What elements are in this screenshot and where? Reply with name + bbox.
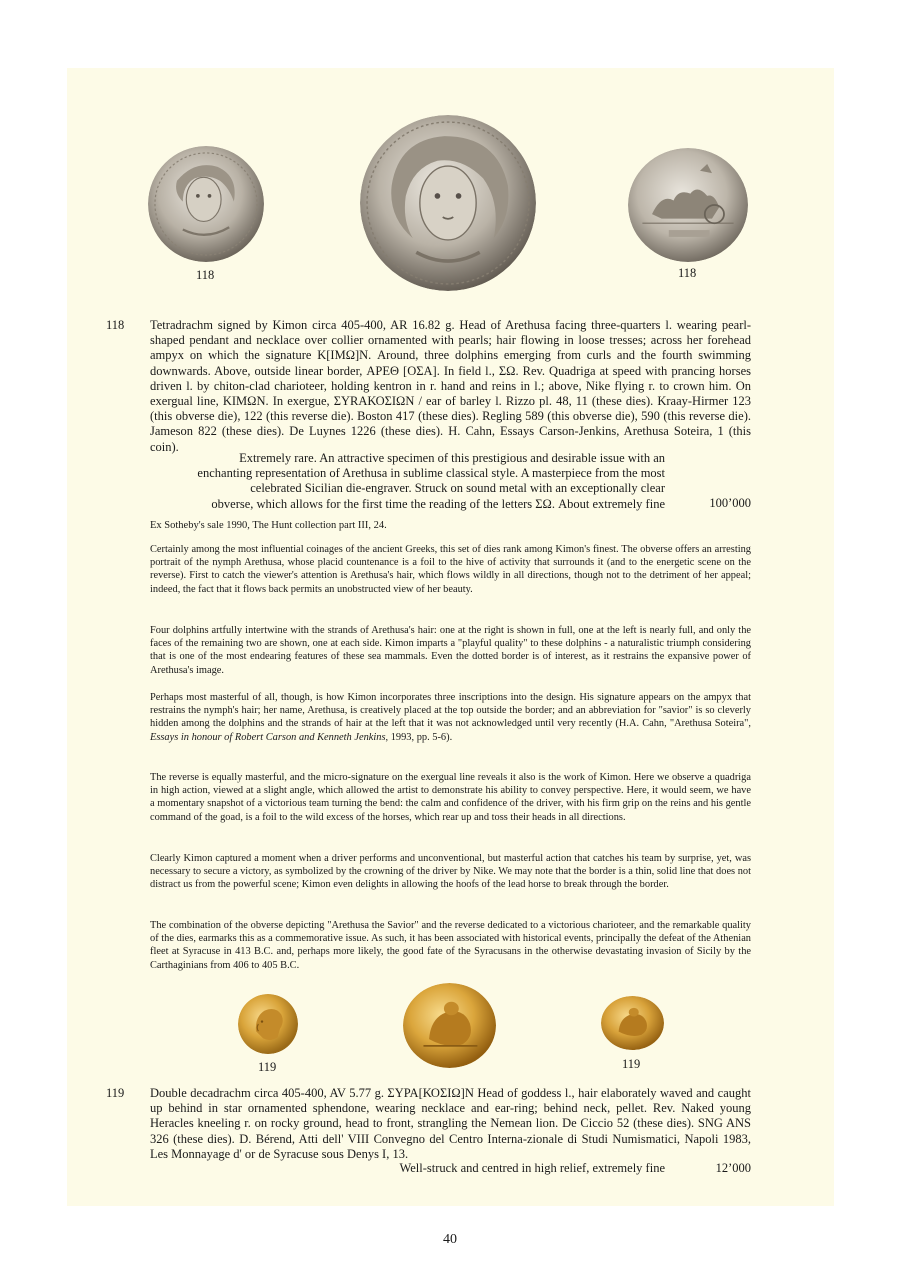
lot-price: 12’000 <box>715 1161 751 1175</box>
lot-number: 118 <box>106 318 125 332</box>
lot-description: Double decadrachm circa 405-400, AV 5.77 g. ΣΥΡΑ[ΚΟΣΙΩ]Ν Head of goddess l., hair elaborately waved and caught up behind in star ornamented sphendone, wearing necklace and ear-ring; behind neck, pellet. Rev. Naked young Heracles kneeling r. on rocky ground, head to front, strangling the Nemean lion. De Ciccio 52 (these dies). SNG ANS 326 (these dies). D. Bérend, Atti dell' VIII Convegno del Centro Interna-zionale di Studi Numismatici, Napoli 1983, Les Monnayage d' or de Syracuse sous Denys I, 13. <box>150 1086 751 1161</box>
assessment-line: obverse, which allows for the first time the reading of the letters ΣΩ. About extremely fine <box>211 496 665 511</box>
assessment-line: enchanting representation of Arethusa in sublime classical style. A masterpiece from the most <box>197 466 665 481</box>
commentary-paragraph: Certainly among the most influential coinages of the ancient Greeks, this set of dies rank among Kimon's finest. The obverse offers an arresting portrait of the nymph Arethusa, whose placid countenance is a foil to the hive of activity that surrounds it (and to the energetic scene on the reverse). First to catch the viewer's attention is Arethusa's hair, which flows wildly in all directions, though not to the detriment of her appeal; indeed, the fact that it flows back permits an unobstructed view of her beauty. <box>150 544 751 595</box>
paragraph-text: Perhaps most masterful of all, though, is how Kimon incorporates three inscriptions into the design. His signature appears on the ampyx that restrains the nymph's hair; her name, Arethusa, is creatively placed at the top outside the border; and an abbreviation for "savior" is so cleverly hidden among the dolphins and the strands of hair at the left that it was not acknowledged until very recently (H.A. Cahn, "Arethusa Soteira", <box>150 692 751 730</box>
commentary-paragraph: Four dolphins artfully intertwine with the strands of Arethusa's hair: one at the right is shown in full, one at the left is nearly full, and only the faces of the remaining two are shown, one at each side. Kimon imparts a "playful quality" to these dolphins - a naturalistic triumph considering that is one of the most endearing features of these sea mammals. Even the dotted border is of interest, as it restrains the expansive power of Arethusa's image. <box>150 625 751 676</box>
commentary-paragraph: The combination of the obverse depicting "Arethusa the Savior" and the reverse dedicated to a victorious charioteer, and the remarkable quality of the dies, earmarks this as a commemorative issue. As such, it has been associated with historical events, principally the defeat of the Athenian fleet at Syracuse in 413 B.C. and, perhaps more likely, the good fate of the Syracusans in the otherwise devastating invasion of Sicily by the Carthaginians from 406 to 405 B.C. <box>150 920 751 971</box>
lot-description: Tetradrachm signed by Kimon circa 405-400, AR 16.82 g. Head of Arethusa facing three-quarters l. wearing pearl-shaped pendant and necklace over collier ornamented with pearls; hair flowing in loose tresses; across her forehead ampyx on which the signature Κ[ΙΜΩ]Ν. Around, three dolphins emerging from curls and the fourth swimming downwards. Above, outside linear border, ΑΡΕΘ [ΟΣΑ]. In field l., ΣΩ. Rev. Quadriga at speed with prancing horses driven l. by chiton-clad charioteer, holding kentron in r. hand and reins in l.; above, Nike flying r. to crown him. On exergual line, ΚΙΜΩΝ. In exergue, ΣΥRΑΚΟΣΙΩΝ / ear of barley l. Rizzo pl. 48, 11 (these dies). Kraay-Hirmer 123 (this obverse die), 122 (this reverse die). Boston 417 (these dies). Regling 589 (this obverse die), 590 (this reverse die). Jameson 822 (these dies). De Luynes 1226 (these dies). H. Cahn, Essays Carson-Jenkins, Arethusa Soteira, 1 (this coin). <box>150 318 751 454</box>
page-number: 40 <box>443 1232 457 1247</box>
lot-price: 100’000 <box>709 496 751 510</box>
lot-assessment: Well-struck and centred in high relief, extremely fine <box>399 1161 665 1175</box>
commentary-paragraph: Clearly Kimon captured a moment when a driver performs and unconventional, but masterful action that catches his team by surprise, yet, was necessary to secure a victory, as symbolized by the crowning of the driver by Nike. We may note that the border is a thin, solid line that does not distract us from the powerful scene; Kimon even delights in allowing the hoofs of the lead horse to break through the border. <box>150 853 751 891</box>
paragraph-text: , 1993, pp. 5-6). <box>385 731 453 743</box>
coin-119-obverse-small <box>238 994 298 1054</box>
coin-118-obverse-large <box>360 115 536 291</box>
provenance: Ex Sotheby's sale 1990, The Hunt collection part III, 24. <box>150 520 387 531</box>
coin-caption: 118 <box>678 266 697 280</box>
coin-118-reverse <box>628 148 748 262</box>
assessment-line: Extremely rare. An attractive specimen of this prestigious and desirable issue with an <box>239 451 665 465</box>
lot-number: 119 <box>106 1086 125 1100</box>
commentary-paragraph <box>150 691 751 744</box>
coin-119-reverse-small <box>601 996 664 1050</box>
coin-caption: 118 <box>196 268 215 282</box>
coin-118-obverse-small <box>148 146 264 262</box>
coin-caption: 119 <box>622 1057 641 1071</box>
coin-119-reverse-large <box>403 983 496 1068</box>
coin-caption: 119 <box>258 1060 277 1074</box>
book-title: Essays in honour of Robert Carson and Kenneth Jenkins <box>150 731 386 743</box>
assessment-line: celebrated Sicilian die-engraver. Struck on sound metal with an exceptionally clear <box>250 481 665 496</box>
commentary-paragraph: The reverse is equally masterful, and the micro-signature on the exergual line reveals it also is the work of Kimon. Here we observe a quadriga in high action, viewed at a slight angle, which allowed the artist to demonstrate his ability to convey perspective. Here, it would seem, we have a momentary snapshot of a victorious team turning the bend: the calm and confidence of the driver, with his firm grip on the reins and his gentle command of the goad, is a foil to the wild excess of the horses, which rear up and toss their heads in all directions. <box>150 772 751 823</box>
lot-assessment <box>150 451 665 512</box>
